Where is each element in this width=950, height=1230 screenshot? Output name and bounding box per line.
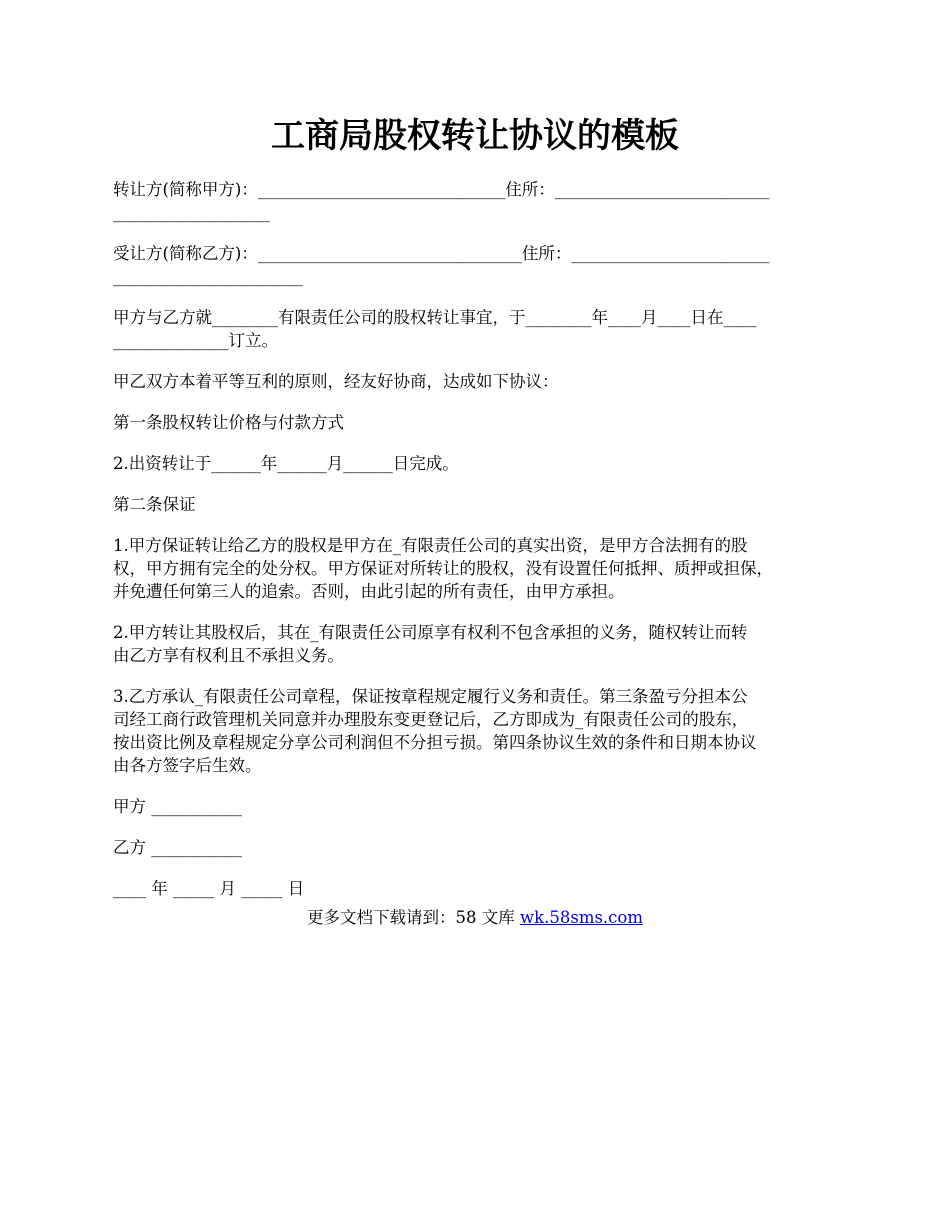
signature-party-b: 乙方 ___________ xyxy=(113,838,242,857)
paragraph-principle: 甲乙双方本着平等互利的原则，经友好协商，达成如下协议： xyxy=(113,372,559,391)
paragraph-guarantee-2: 2.甲方转让其股权后，其在_有限责任公司原享有权利不包含承担的义务，随权转让而转 由乙方享有权利且不承担义务。 xyxy=(113,623,748,665)
download-footer xyxy=(0,906,950,929)
paragraph-transferor: 转让方(简称甲方)：______________________________住所：__________________________ ___________________ xyxy=(113,180,770,222)
paragraph-guarantee-1: 1.甲方保证转让给乙方的股权是甲方在_有限责任公司的真实出资，是甲方合法拥有的股 权，甲方拥有完全的处分权。甲方保证对所转让的股权，没有设置任何抵押、质押或担保， 并免遭任何第三人的追索。否则，由此引起的所有责任，由甲方承担。 xyxy=(113,536,773,601)
document-body xyxy=(113,178,853,918)
signature-date: ____ 年 _____ 月 _____ 日 xyxy=(113,879,305,898)
paragraph-transfer-completion: 2.出资转让于______年______月______日完成。 xyxy=(113,454,459,473)
document-title: 工商局股权转让协议的模板 xyxy=(271,116,679,156)
footer-link[interactable]: wk.58sms.com xyxy=(519,908,643,927)
paragraph-article-1-heading: 第一条股权转让价格与付款方式 xyxy=(113,413,344,432)
paragraph-guarantee-3: 3.乙方承认_有限责任公司章程，保证按章程规定履行义务和责任。第三条盈亏分担本公 司经工商行政管理机关同意并办理股东变更登记后，乙方即成为_有限责任公司的股东， 按出资比例及章程规定分享公司利润但不分担亏损。第四条协议生效的条件和日期本协议 由各方签字后生效。 xyxy=(113,687,757,775)
footer-text: 更多文档下载请到：58 文库 xyxy=(306,908,520,927)
signature-party-a: 甲方 ___________ xyxy=(113,797,242,816)
paragraph-transferee: 受让方(简称乙方)：________________________________住所：________________________ _______________________ xyxy=(113,244,770,286)
paragraph-agreement-date: 甲方与乙方就________有限责任公司的股权转让事宜，于________年____月____日在____ ______________订立。 xyxy=(113,308,757,350)
paragraph-article-2-heading: 第二条保证 xyxy=(113,495,196,514)
